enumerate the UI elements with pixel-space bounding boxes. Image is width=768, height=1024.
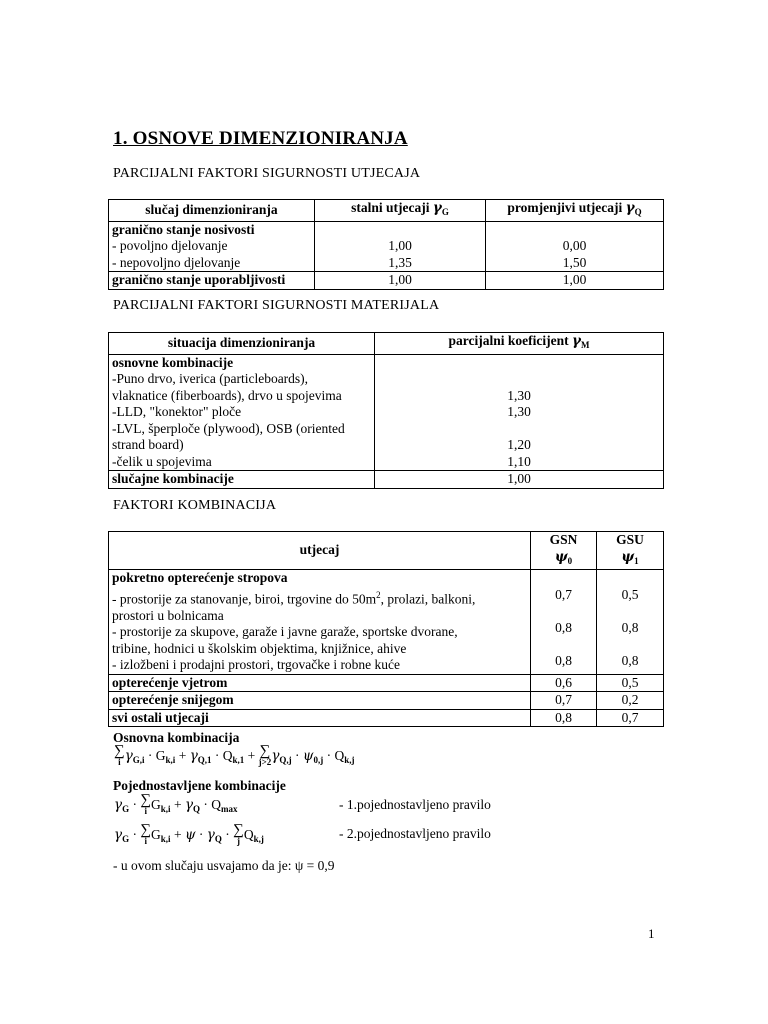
table-row (109, 692, 664, 710)
row-labels: pokretno opterećenje stropova - prostorije za stanovanje, biroi, trgovine do $50m^2$, prolazi, balkoni, prostori u bolnicama - prostorije za skupove, garaže i javne garaže, sportske dvorane, tribine, hodnici u školskim objektima, knjižnice, ahive - izložbeni i prodajni prostori, trgovačke i robne kuće (109, 570, 531, 675)
header-case: slučaj dimenzioniranja (109, 200, 315, 222)
simplified-rule-2-formula: $\gamma_G$ · ∑ i $G_{k,i} + \psi \cdot \gamma_Q$ · ∑ j $Q_{k,j}$ (114, 822, 264, 846)
cell-value: 0,8 (531, 709, 597, 727)
table-row (109, 354, 664, 471)
simplified-rule-1-formula: $\gamma_G$ · ∑ i $G_{k,i} + \gamma_Q \cdot Q_{max}$ (114, 792, 238, 816)
simplified-combinations-heading: Pojednostavljene kombinacije (113, 778, 286, 793)
cell-value: 0,6 (531, 674, 597, 692)
coefficient-values: 1,30 1,30 1,20 1,10 (375, 354, 664, 471)
section-heading-combination: FAKTORI KOMBINACIJA (113, 498, 277, 513)
header-situation: situacija dimenzioniranja (109, 333, 375, 355)
table-row (109, 471, 664, 489)
section-heading-actions: PARCIJALNI FAKTORI SIGURNOSTI UTJECAJA (113, 166, 421, 181)
cell-value: 0,7 (597, 709, 664, 727)
table-row (109, 570, 664, 675)
table-header-row (109, 200, 664, 222)
table-row (109, 221, 664, 272)
cell-value: 1,00 (315, 272, 486, 290)
header-permanent: stalni utjecaji $\gamma_G$ (315, 200, 486, 222)
basic-combination-heading: Osnovna kombinacija (113, 730, 240, 745)
permanent-values: 1,00 1,35 (315, 221, 486, 272)
row-label: slučajne kombinacije (109, 471, 375, 489)
variable-values: 0,00 1,50 (486, 221, 664, 272)
combination-factors-table (108, 531, 664, 727)
cell-value: 0,2 (597, 692, 664, 710)
table-row (109, 674, 664, 692)
material-factors-table (108, 332, 664, 489)
cell-value: 0,7 (531, 692, 597, 710)
cell-value: 1,00 (486, 272, 664, 290)
header-gsu: GSU $\psi_1$ (597, 532, 664, 570)
header-gsn: GSN $\psi_0$ (531, 532, 597, 570)
row-labels: osnovne kombinacije -Puno drvo, iverica (particleboards), vlaknatice (fiberboards), drvo u spojevima -LLD, "konektor" ploče -LVL, šperploče (plywood), OSB (oriented strand board) -čelik u spojevima (109, 354, 375, 471)
simplified-rule-1-label: - 1.pojednostavljeno pravilo (339, 797, 491, 812)
row-label: granično stanje uporabljivosti (109, 272, 315, 290)
table-header-row (109, 333, 664, 355)
basic-combination-formula: ∑ i $\gamma_{G,i} \cdot G_{k,i} + \gamma_{Q,1} \cdot Q_{k,1}$ + ∑ j>2 $\gamma_{Q,j} \cdot \psi_{0,j} \cdot Q_{k,j}$ (114, 743, 355, 767)
table-row (109, 272, 664, 290)
simplified-rule-2-label: - 2.pojednostavljeno pravilo (339, 826, 491, 841)
header-variable: promjenjivi utjecaji $\gamma_Q$ (486, 200, 664, 222)
gsn-values: 0,7 0,8 0,8 (531, 570, 597, 675)
section-heading-materials: PARCIJALNI FAKTORI SIGURNOSTI MATERIJALA (113, 298, 440, 313)
row-labels: granično stanje nosivosti - povoljno djelovanje - nepovoljno djelovanje (109, 221, 315, 272)
row-label: opterećenje vjetrom (109, 674, 531, 692)
page-number: 1 (648, 926, 655, 941)
header-action: utjecaj (109, 532, 531, 570)
cell-value: 1,00 (375, 471, 664, 489)
cell-value: 0,5 (597, 674, 664, 692)
actions-factors-table (108, 199, 664, 290)
psi-note: - u ovom slučaju usvajamo da je: ψ = 0,9 (113, 858, 335, 873)
table-header-row (109, 532, 664, 570)
row-label: svi ostali utjecaji (109, 709, 531, 727)
row-label: opterećenje snijegom (109, 692, 531, 710)
gsu-values: 0,5 0,8 0,8 (597, 570, 664, 675)
table-row (109, 709, 664, 727)
page-title: 1. OSNOVE DIMENZIONIRANJA (113, 128, 408, 149)
header-coefficient: parcijalni koeficijent $\gamma_M$ (375, 333, 664, 355)
